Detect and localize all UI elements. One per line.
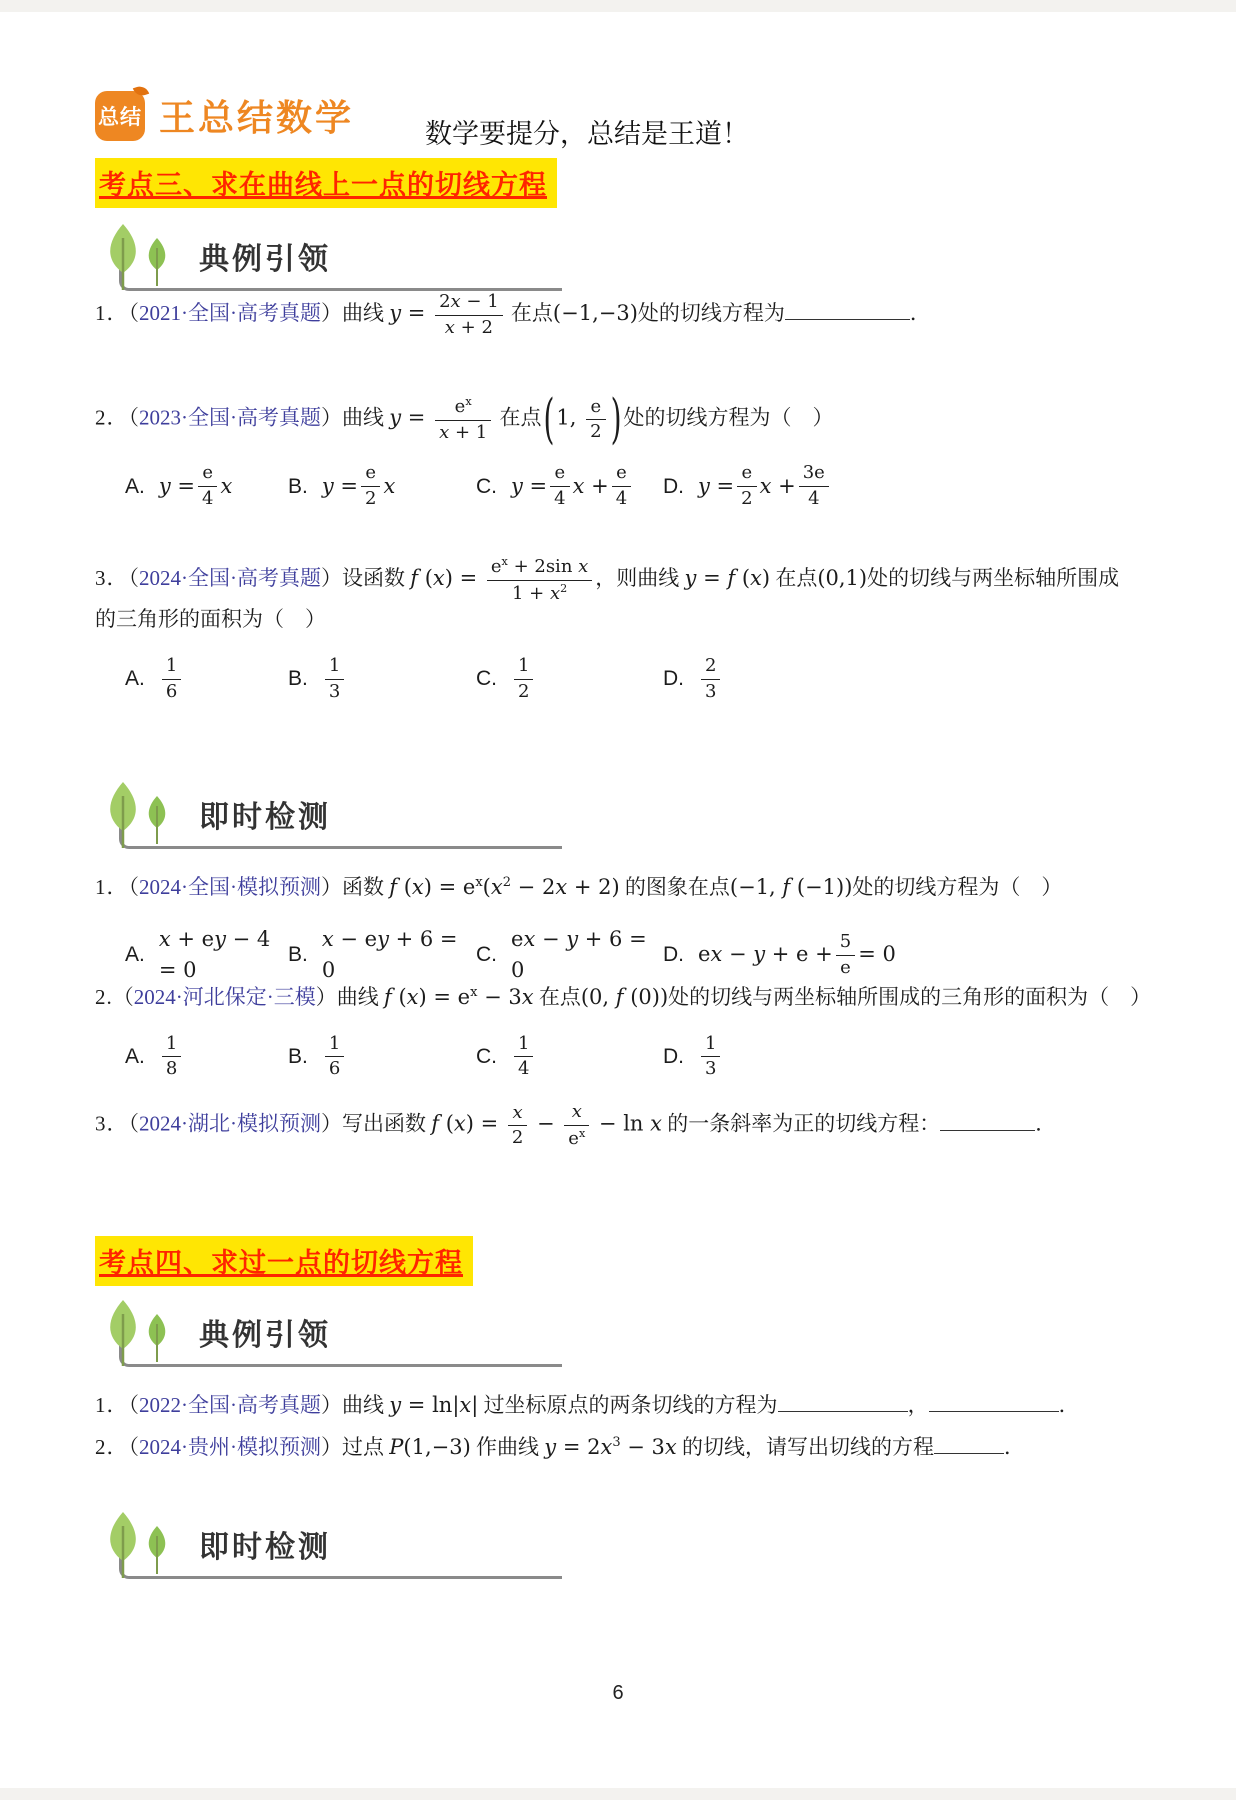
fraction <box>550 463 569 509</box>
problem-stem <box>95 1432 1175 1464</box>
denominator: 6 <box>328 1058 341 1080</box>
numerator: e <box>550 463 569 487</box>
trees-icon <box>95 1296 185 1374</box>
text: ，则曲线 <box>595 566 685 590</box>
options-row <box>95 1034 1175 1080</box>
denominator: 4 <box>615 488 628 510</box>
text: 的三角形的面积为（ ） <box>95 607 326 632</box>
denominator: 3 <box>705 680 717 702</box>
topic-title-3: 考点三、求在曲线上一点的切线方程 <box>95 158 557 208</box>
section-title: 即时检测 <box>199 1531 331 1564</box>
math-text: = 0 <box>858 942 896 967</box>
text: ． <box>1058 1393 1080 1417</box>
numerator: 3e <box>799 463 829 487</box>
text: 在点 <box>505 301 553 325</box>
numerator: e <box>361 463 380 487</box>
math-text: x <box>220 473 233 498</box>
math-text: x <box>383 473 396 498</box>
text: 处的切线方程为（ ） <box>623 405 834 430</box>
denominator: 6 <box>165 680 178 702</box>
math-text: y = <box>698 473 735 498</box>
problem-stem <box>95 387 1175 451</box>
option-label: D. <box>663 943 684 967</box>
problem <box>95 556 1175 702</box>
source-paren: ） <box>321 566 342 590</box>
math-text: $(x^2 - 2x + 2)$ <box>482 875 620 899</box>
source-paren: （ <box>128 1435 139 1459</box>
math-text: x + ey − 4 = 0 <box>158 926 271 982</box>
source-paren: （ <box>128 301 139 325</box>
page-number: 6 <box>612 1682 624 1704</box>
problem-number: 1． <box>95 301 129 325</box>
option-label: C. <box>476 943 497 967</box>
text: 曲线 <box>336 985 384 1009</box>
problem <box>95 1102 1175 1149</box>
section-title: 典例引领 <box>199 1319 331 1352</box>
problem-stem <box>95 982 1175 1014</box>
problem-stem <box>95 1390 1175 1422</box>
fraction <box>198 463 217 509</box>
problem-source: 2024·湖北·模拟预测 <box>139 1111 321 1136</box>
numerator: 1 <box>701 1034 720 1058</box>
problem-stem-line2 <box>95 604 1175 636</box>
text: 的一条斜率为正的切线方程： <box>661 1111 941 1136</box>
problem-number: 3． <box>95 1111 129 1136</box>
text: 作曲线 <box>470 1435 545 1459</box>
fraction <box>514 656 533 702</box>
section-underline <box>119 1322 562 1367</box>
numerator: 1 <box>514 656 533 680</box>
fraction <box>435 396 491 443</box>
math-text: P(1,−3) <box>389 1435 471 1459</box>
option-label: B. <box>288 1044 308 1068</box>
math-text: f $(x) = e^x$ <box>389 875 483 899</box>
text: 曲线 <box>342 405 390 430</box>
answer-blank <box>785 298 910 320</box>
section-underline <box>119 1534 562 1579</box>
fraction <box>325 656 344 702</box>
options-row <box>95 924 1175 987</box>
option <box>476 656 663 702</box>
numerator: 1 <box>514 1034 533 1058</box>
section-header-examples-1 <box>95 220 615 302</box>
option <box>125 463 288 509</box>
option-label: A. <box>125 667 145 691</box>
denominator: 3 <box>705 1058 717 1080</box>
option <box>476 463 663 509</box>
math-text: x + <box>572 473 609 498</box>
page-edge-top <box>0 0 1236 12</box>
problem-number: 2. <box>95 985 113 1009</box>
problem <box>95 1432 1175 1464</box>
math-text: y = <box>389 405 433 430</box>
trees-icon <box>95 1508 185 1586</box>
brand-logo <box>95 90 354 141</box>
source-paren: （ <box>128 875 139 899</box>
numerator: 2x − 1 <box>435 292 503 316</box>
math-text: y = <box>511 473 548 498</box>
option-label: B. <box>288 474 308 498</box>
problem <box>95 292 1175 338</box>
fraction <box>162 656 181 702</box>
option <box>476 1034 663 1080</box>
option-label: D. <box>663 1044 684 1068</box>
math-text: ex − y + e + <box>698 942 833 967</box>
math-text: f (x) = <box>431 1111 505 1136</box>
source-paren: （ <box>128 1111 139 1136</box>
options-row <box>95 463 1175 509</box>
numerator: 5 <box>836 932 855 956</box>
logo-badge: 总结 <box>95 91 145 141</box>
numerator: 1 <box>162 656 181 680</box>
numerator: e <box>586 397 605 421</box>
problem-number: 1． <box>95 1393 129 1417</box>
math-text: ex − y + 6 = 0 <box>511 926 647 982</box>
problem-number: 1． <box>95 875 129 899</box>
source-paren: ） <box>321 405 342 430</box>
fraction <box>701 1034 720 1080</box>
problem-source: 2023·全国·高考真题 <box>139 405 321 430</box>
math-text: (0,1) <box>817 566 868 590</box>
section-underline <box>119 246 562 291</box>
text: 在点 <box>494 405 542 430</box>
topic-title-4: 考点四、求过一点的切线方程 <box>95 1236 473 1286</box>
fraction <box>325 1034 344 1080</box>
left-paren: ( <box>543 387 555 451</box>
math-text: y = ln|x| <box>389 1393 479 1417</box>
problem-source: 2024·全国·高考真题 <box>139 566 321 590</box>
option <box>663 1034 723 1080</box>
fraction <box>514 1034 533 1080</box>
text: ． <box>1004 1435 1025 1459</box>
section-header-quiz-1 <box>95 778 615 860</box>
numerator: x <box>508 1103 527 1127</box>
math-text: (0, f (0)) <box>580 985 669 1009</box>
numerator: $e^x + 2\sin$ x <box>487 556 592 581</box>
numerator: e <box>737 463 756 487</box>
numerator: 1 <box>162 1034 181 1058</box>
fraction <box>435 292 503 338</box>
numerator: $e^x$ <box>435 396 491 421</box>
answer-blank <box>934 1432 1004 1454</box>
denominator: 4 <box>518 1058 530 1080</box>
page-edge-bottom <box>0 1788 1236 1800</box>
option-label: D. <box>663 474 684 498</box>
fraction <box>836 932 855 978</box>
text: 曲线 <box>342 1393 390 1417</box>
option-label: C. <box>476 667 497 691</box>
math-text: $y = 2x^3 - 3x$ <box>544 1435 677 1459</box>
answer-blank <box>940 1109 1035 1131</box>
option <box>663 932 896 978</box>
problem-number: 2． <box>95 405 129 430</box>
source-paren: （ <box>128 1393 139 1417</box>
problem-number: 2． <box>95 1435 129 1459</box>
section-underline <box>119 804 562 849</box>
math-text: y = <box>321 473 358 498</box>
denominator: e <box>840 956 851 978</box>
numerator: 2 <box>701 656 720 680</box>
text: 过点 <box>342 1435 390 1459</box>
problem <box>95 1390 1175 1422</box>
right-paren: ) <box>610 387 622 451</box>
denominator: x + 1 <box>439 421 488 443</box>
option-label: B. <box>288 667 308 691</box>
math-text: y = <box>158 473 195 498</box>
problem <box>95 982 1175 1080</box>
math-text: (−1, f (−1)) <box>729 875 853 899</box>
problem-stem <box>95 556 1175 604</box>
math-text: y = <box>389 301 433 325</box>
numerator: x <box>564 1102 589 1126</box>
text: 处的切线与两坐标轴所围成的三角形的面积为（ ） <box>668 985 1152 1009</box>
math-text: x − ey + 6 = 0 <box>321 926 458 982</box>
option-label: C. <box>476 474 497 498</box>
math-text: y = f (x) <box>684 566 771 590</box>
option-label: A. <box>125 1044 145 1068</box>
option <box>288 463 476 509</box>
answer-blank <box>929 1390 1059 1412</box>
math-text: (−1,−3) <box>552 301 638 325</box>
text: 的切线，请写出切线的方程 <box>676 1435 934 1459</box>
math-text: x + <box>759 473 796 498</box>
fraction <box>737 463 756 509</box>
option <box>288 1034 476 1080</box>
problem-stem <box>95 1102 1175 1149</box>
text: 处的切线方程为（ ） <box>852 875 1063 899</box>
numerator: 1 <box>325 656 344 680</box>
problem <box>95 387 1175 510</box>
denominator: 2 <box>741 488 753 510</box>
math-text: f $(x) = e^x - 3x$ <box>384 985 534 1009</box>
option <box>288 924 476 987</box>
text: 函数 <box>342 875 390 899</box>
denominator: 3 <box>328 680 341 702</box>
section-header-examples-2 <box>95 1296 615 1378</box>
problem-source: 2024·全国·模拟预测 <box>139 875 321 899</box>
numerator: e <box>198 463 217 487</box>
option <box>288 656 476 702</box>
denominator: 2 <box>518 680 530 702</box>
tagline: 数学要提分，总结是王道！ <box>425 119 749 149</box>
denominator: 8 <box>165 1058 178 1080</box>
denominator: $e^x$ <box>568 1126 586 1149</box>
answer-blank <box>778 1390 908 1412</box>
text: ． <box>1035 1111 1057 1136</box>
fraction <box>487 556 592 604</box>
problem <box>95 872 1175 987</box>
source-paren: ） <box>321 1111 342 1136</box>
source-paren: （ <box>112 985 134 1009</box>
math-text: − <box>530 1111 562 1136</box>
problem-number: 3． <box>95 566 129 590</box>
text: 写出函数 <box>342 1111 432 1136</box>
text: ， <box>907 1393 929 1417</box>
math-text: − ln x <box>592 1111 662 1136</box>
denominator: 4 <box>808 488 820 510</box>
option-label: D. <box>663 667 684 691</box>
denominator: x + 2 <box>444 316 493 338</box>
source-paren: ） <box>321 1435 342 1459</box>
logo-text: 王总结数学 <box>159 97 355 138</box>
numerator: e <box>612 463 631 487</box>
text: 过坐标原点的两条切线的方程为 <box>478 1393 778 1417</box>
option <box>663 656 723 702</box>
problem-source: 2024·河北保定·三模 <box>133 985 316 1009</box>
text: 在点 <box>770 566 818 590</box>
denominator: 4 <box>202 488 214 510</box>
problem-stem <box>95 292 1175 338</box>
trees-icon <box>95 778 185 856</box>
option <box>663 463 832 509</box>
fraction <box>361 463 380 509</box>
section-title: 即时检测 <box>199 801 331 834</box>
fraction <box>586 397 605 443</box>
option <box>125 1034 288 1080</box>
section-header-quiz-2 <box>95 1508 615 1590</box>
source-paren: ） <box>321 301 342 325</box>
text: ． <box>909 301 931 325</box>
fraction <box>162 1034 181 1080</box>
fraction <box>508 1103 527 1149</box>
denominator: $1 + x^2$ <box>511 581 568 604</box>
section-title: 典例引领 <box>199 243 331 276</box>
problem-source: 2021·全国·高考真题 <box>139 301 321 325</box>
text: 处的切线方程为 <box>637 301 785 325</box>
math-text: 1, <box>556 405 584 430</box>
option-label: C. <box>476 1044 497 1068</box>
denominator: 4 <box>554 488 566 510</box>
denominator: 2 <box>590 421 602 443</box>
math-text: f (x) = <box>410 566 484 590</box>
text: 设函数 <box>342 566 411 590</box>
fraction <box>701 656 720 702</box>
source-paren: ） <box>321 875 342 899</box>
option <box>125 924 288 987</box>
problem-stem <box>95 872 1175 904</box>
trees-icon <box>95 220 185 298</box>
option-label: B. <box>288 943 308 967</box>
option-label: A. <box>125 474 145 498</box>
text: 的图象在点 <box>619 875 730 899</box>
source-paren: （ <box>128 405 139 430</box>
numerator: 1 <box>325 1034 344 1058</box>
text: 在点 <box>533 985 581 1009</box>
fraction <box>799 463 829 509</box>
fraction <box>612 463 631 509</box>
problem-source: 2024·贵州·模拟预测 <box>139 1435 321 1459</box>
option <box>125 656 288 702</box>
denominator: 2 <box>511 1127 524 1149</box>
source-paren: ） <box>321 1393 342 1417</box>
problem-source: 2022·全国·高考真题 <box>139 1393 321 1417</box>
text: 处的切线与两坐标轴所围成 <box>867 566 1120 590</box>
option-label: A. <box>125 943 145 967</box>
options-row <box>95 656 1175 702</box>
fraction <box>564 1102 589 1149</box>
source-paren: （ <box>128 566 139 590</box>
denominator: 2 <box>365 488 377 510</box>
option <box>476 924 663 987</box>
text: 曲线 <box>342 301 390 325</box>
source-paren: ） <box>315 985 337 1009</box>
